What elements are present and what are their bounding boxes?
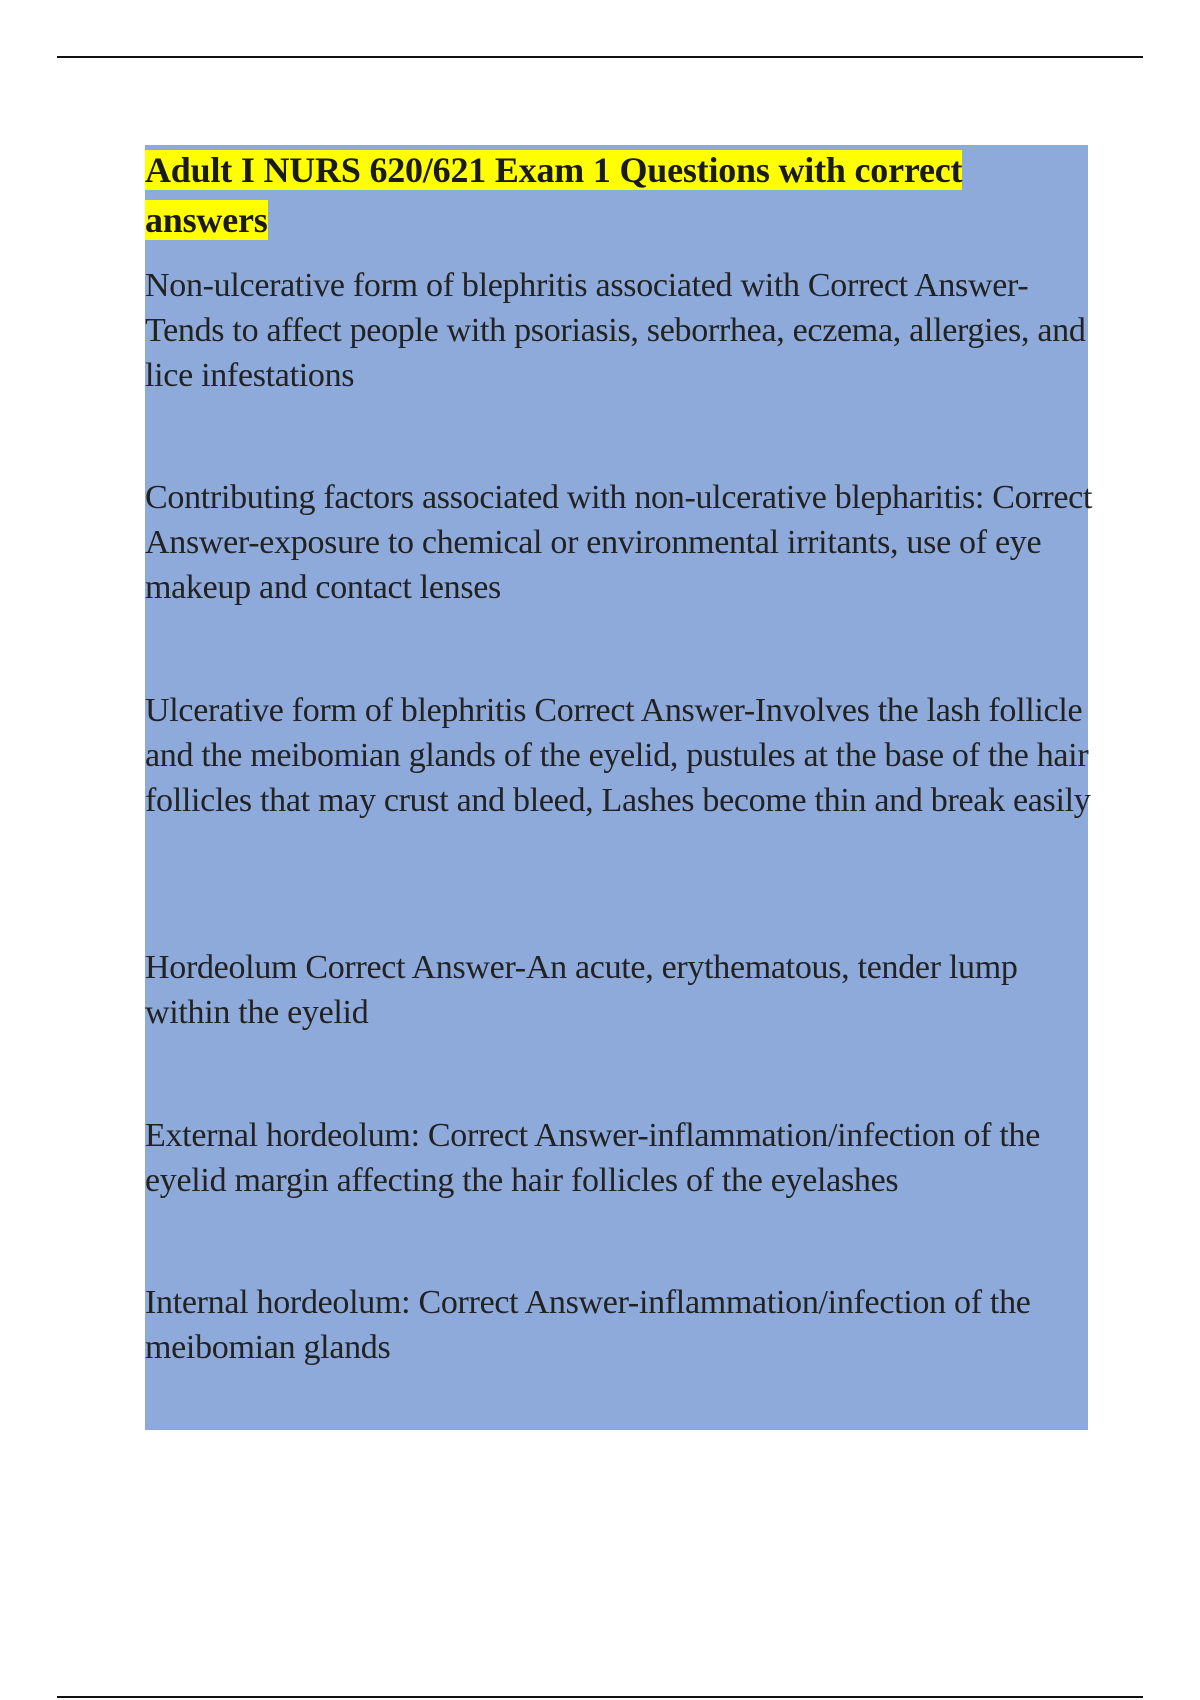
page-title: Adult I NURS 620/621 Exam 1 Questions with correct answers <box>145 150 963 240</box>
qa-entry: Contributing factors associated with non-ulcerative blepharitis: Correct Answer-exposure to chemical or environmental irritants, use of eye makeup and contact lenses <box>145 479 1093 606</box>
content-block <box>145 145 1093 1430</box>
qa-entry: External hordeolum: Correct Answer-inflammation/infection of the eyelid margin affecting the hair follicles of the eyelashes <box>145 1117 1041 1199</box>
qa-entry: Internal hordeolum: Correct Answer-inflammation/infection of the meibomian glands <box>145 1284 1031 1366</box>
qa-entry: Hordeolum Correct Answer-An acute, erythematous, tender lump within the eyelid <box>145 949 1018 1031</box>
qa-entry: Ulcerative form of blephritis Correct Answer-Involves the lash follicle and the meibomian glands of the eyelid, pustules at the base of the hair follicles that may crust and bleed, Lashes become thin and break easily <box>145 692 1091 819</box>
qa-entry: Non-ulcerative form of blephritis associated with Correct Answer-Tends to affect people with psoriasis, seborrhea, eczema, allergies, and lice infestations <box>145 267 1086 394</box>
bottom-rule <box>57 1696 1143 1698</box>
top-rule <box>57 56 1143 58</box>
